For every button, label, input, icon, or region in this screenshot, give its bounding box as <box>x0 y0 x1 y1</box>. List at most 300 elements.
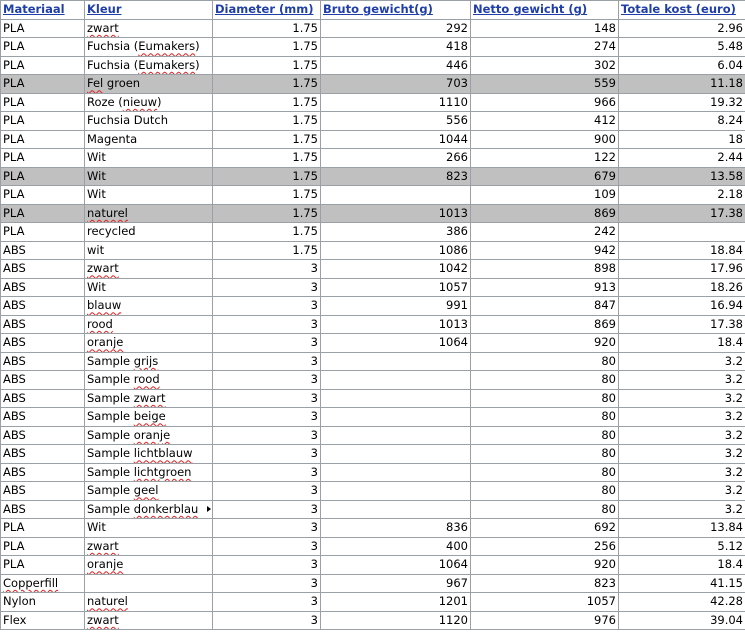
cell-bruto-gewicht-value: 556 <box>446 113 468 128</box>
cell-totale-kost[interactable] <box>619 75 745 94</box>
cell-materiaal-value: ABS <box>3 279 26 294</box>
cell-diameter[interactable] <box>213 204 321 223</box>
cell-totale-kost-value: 3.2 <box>724 427 743 442</box>
cell-kleur[interactable] <box>85 537 213 556</box>
cell-bruto-gewicht[interactable] <box>321 278 471 297</box>
cell-netto-gewicht[interactable] <box>471 223 619 242</box>
cell-materiaal[interactable] <box>1 500 85 519</box>
cell-materiaal[interactable] <box>1 167 85 186</box>
cell-netto-gewicht-value: 942 <box>594 242 616 257</box>
cell-diameter[interactable] <box>213 278 321 297</box>
table-row <box>1 56 745 75</box>
cell-materiaal-value: ABS <box>3 409 26 424</box>
cell-bruto-gewicht[interactable] <box>321 445 471 464</box>
cell-diameter[interactable] <box>213 260 321 279</box>
table-row <box>1 463 745 482</box>
cell-netto-gewicht-value: 976 <box>594 612 616 627</box>
table-row <box>1 445 745 464</box>
cell-kleur[interactable] <box>85 352 213 371</box>
cell-totale-kost[interactable] <box>619 93 745 112</box>
cell-netto-gewicht[interactable] <box>471 574 619 593</box>
table-row <box>1 93 745 112</box>
cell-diameter[interactable] <box>213 482 321 501</box>
cell-materiaal[interactable] <box>1 223 85 242</box>
cell-bruto-gewicht[interactable] <box>321 426 471 445</box>
cell-netto-gewicht[interactable] <box>471 371 619 390</box>
cell-kleur[interactable] <box>85 574 213 593</box>
cell-bruto-gewicht[interactable] <box>321 334 471 353</box>
cell-netto-gewicht[interactable] <box>471 389 619 408</box>
cell-kleur[interactable] <box>85 130 213 149</box>
cell-bruto-gewicht[interactable] <box>321 611 471 630</box>
cell-diameter-value: 1.75 <box>292 131 318 146</box>
cell-kleur[interactable] <box>85 297 213 316</box>
cell-bruto-gewicht[interactable] <box>321 149 471 168</box>
cell-diameter-value: 3 <box>310 353 318 368</box>
cell-diameter[interactable] <box>213 426 321 445</box>
cell-materiaal[interactable] <box>1 408 85 427</box>
cell-kleur[interactable] <box>85 408 213 427</box>
cell-bruto-gewicht[interactable] <box>321 112 471 131</box>
cell-materiaal[interactable] <box>1 186 85 205</box>
cell-diameter[interactable] <box>213 241 321 260</box>
cell-kleur[interactable] <box>85 556 213 575</box>
cell-kleur[interactable] <box>85 19 213 38</box>
cell-totale-kost[interactable] <box>619 56 745 75</box>
cell-diameter[interactable] <box>213 519 321 538</box>
cell-diameter-value: 1.75 <box>292 94 318 109</box>
cell-diameter-value: 3 <box>310 279 318 294</box>
cell-materiaal[interactable] <box>1 315 85 334</box>
cell-totale-kost[interactable] <box>619 371 745 390</box>
cell-totale-kost-value: 13.84 <box>710 520 743 535</box>
cell-diameter[interactable] <box>213 38 321 57</box>
cell-netto-gewicht[interactable] <box>471 519 619 538</box>
cell-kleur[interactable] <box>85 223 213 242</box>
cell-materiaal[interactable] <box>1 463 85 482</box>
cell-materiaal-value: ABS <box>3 261 26 276</box>
cell-kleur[interactable] <box>85 500 213 519</box>
cell-kleur-value: Sample rood <box>87 372 160 387</box>
cell-bruto-gewicht[interactable] <box>321 297 471 316</box>
cell-diameter-value: 3 <box>310 464 318 479</box>
cell-totale-kost-value: 6.04 <box>717 57 743 72</box>
cell-totale-kost[interactable] <box>619 204 745 223</box>
table-row <box>1 38 745 57</box>
cell-kleur[interactable] <box>85 593 213 612</box>
cell-diameter-value: 3 <box>310 483 318 498</box>
cell-totale-kost[interactable] <box>619 167 745 186</box>
cell-materiaal[interactable] <box>1 426 85 445</box>
cell-netto-gewicht[interactable] <box>471 112 619 131</box>
cell-netto-gewicht[interactable] <box>471 56 619 75</box>
cell-diameter-value: 1.75 <box>292 20 318 35</box>
cell-bruto-gewicht[interactable] <box>321 223 471 242</box>
cell-diameter[interactable] <box>213 186 321 205</box>
cell-kleur[interactable] <box>85 389 213 408</box>
cell-kleur-value: Magenta <box>87 131 138 146</box>
cell-totale-kost[interactable] <box>619 463 745 482</box>
cell-diameter[interactable] <box>213 149 321 168</box>
cell-diameter[interactable] <box>213 352 321 371</box>
header-totale-kost[interactable]: Totale kost (euro) <box>619 1 745 20</box>
cell-kleur[interactable] <box>85 315 213 334</box>
cell-totale-kost[interactable] <box>619 223 745 242</box>
cell-materiaal[interactable] <box>1 241 85 260</box>
header-row <box>1 1 745 20</box>
cell-netto-gewicht[interactable] <box>471 482 619 501</box>
cell-kleur[interactable] <box>85 611 213 630</box>
cell-bruto-gewicht[interactable] <box>321 593 471 612</box>
cell-diameter[interactable] <box>213 556 321 575</box>
cell-bruto-gewicht[interactable] <box>321 463 471 482</box>
cell-materiaal-value: PLA <box>3 94 25 109</box>
cell-kleur[interactable] <box>85 149 213 168</box>
cell-bruto-gewicht[interactable] <box>321 75 471 94</box>
cell-netto-gewicht[interactable] <box>471 38 619 57</box>
cell-bruto-gewicht[interactable] <box>321 93 471 112</box>
cell-materiaal-value: ABS <box>3 298 26 313</box>
cell-netto-gewicht[interactable] <box>471 352 619 371</box>
cell-totale-kost-value: 3.2 <box>724 409 743 424</box>
cell-totale-kost[interactable] <box>619 352 745 371</box>
cell-materiaal[interactable] <box>1 38 85 57</box>
cell-totale-kost[interactable] <box>619 426 745 445</box>
cell-materiaal[interactable] <box>1 371 85 390</box>
cell-diameter[interactable] <box>213 223 321 242</box>
cell-materiaal[interactable] <box>1 297 85 316</box>
cell-netto-gewicht[interactable] <box>471 167 619 186</box>
cell-materiaal-value: ABS <box>3 242 26 257</box>
cell-diameter[interactable] <box>213 112 321 131</box>
cell-totale-kost[interactable] <box>619 149 745 168</box>
cell-netto-gewicht[interactable] <box>471 426 619 445</box>
cell-bruto-gewicht[interactable] <box>321 315 471 334</box>
cell-netto-gewicht[interactable] <box>471 149 619 168</box>
cell-bruto-gewicht-value: 386 <box>446 224 468 239</box>
cell-totale-kost[interactable] <box>619 334 745 353</box>
cell-netto-gewicht[interactable] <box>471 130 619 149</box>
cell-materiaal-value: Nylon <box>3 594 36 609</box>
cell-totale-kost[interactable] <box>619 500 745 519</box>
cell-materiaal-value: PLA <box>3 520 25 535</box>
table-row <box>1 556 745 575</box>
cell-netto-gewicht[interactable] <box>471 204 619 223</box>
cell-totale-kost[interactable] <box>619 445 745 464</box>
cell-materiaal[interactable] <box>1 482 85 501</box>
cell-diameter[interactable] <box>213 75 321 94</box>
cell-diameter[interactable] <box>213 463 321 482</box>
cell-netto-gewicht[interactable] <box>471 278 619 297</box>
cell-totale-kost[interactable] <box>619 556 745 575</box>
cell-kleur-value: Sample lichtblauw <box>87 446 193 461</box>
cell-bruto-gewicht[interactable] <box>321 19 471 38</box>
cell-materiaal-value: ABS <box>3 335 26 350</box>
cell-netto-gewicht[interactable] <box>471 463 619 482</box>
header-diameter[interactable]: Diameter (mm) <box>213 1 321 20</box>
cell-diameter[interactable] <box>213 408 321 427</box>
cell-diameter-value: 3 <box>310 390 318 405</box>
cell-netto-gewicht-value: 80 <box>601 409 616 424</box>
cell-netto-gewicht[interactable] <box>471 241 619 260</box>
cell-kleur[interactable] <box>85 93 213 112</box>
header-kleur[interactable]: Kleur <box>85 1 213 20</box>
cell-kleur-value: Sample donkerblau <box>87 501 199 516</box>
cell-bruto-gewicht[interactable] <box>321 500 471 519</box>
cell-bruto-gewicht[interactable] <box>321 186 471 205</box>
cell-materiaal[interactable] <box>1 19 85 38</box>
cell-totale-kost[interactable] <box>619 186 745 205</box>
cell-materiaal[interactable] <box>1 93 85 112</box>
cell-totale-kost[interactable] <box>619 537 745 556</box>
cell-kleur-value: Wit <box>87 187 106 202</box>
cell-totale-kost-value: 42.28 <box>710 594 743 609</box>
cell-netto-gewicht[interactable] <box>471 186 619 205</box>
table-row <box>1 204 745 223</box>
cell-materiaal[interactable] <box>1 556 85 575</box>
cell-kleur[interactable] <box>85 278 213 297</box>
cell-totale-kost[interactable] <box>619 19 745 38</box>
cell-totale-kost[interactable] <box>619 482 745 501</box>
cell-kleur-value: Wit <box>87 150 106 165</box>
cell-totale-kost-value: 11.18 <box>710 76 743 91</box>
cell-bruto-gewicht-value: 1064 <box>438 557 468 572</box>
cell-materiaal[interactable] <box>1 130 85 149</box>
cell-bruto-gewicht[interactable] <box>321 371 471 390</box>
cell-bruto-gewicht[interactable] <box>321 519 471 538</box>
cell-kleur-value: oranje <box>87 335 124 350</box>
cell-diameter[interactable] <box>213 537 321 556</box>
cell-kleur[interactable] <box>85 38 213 57</box>
cell-totale-kost-value: 3.2 <box>724 446 743 461</box>
cell-totale-kost[interactable] <box>619 408 745 427</box>
cell-diameter[interactable] <box>213 19 321 38</box>
cell-netto-gewicht[interactable] <box>471 260 619 279</box>
cell-kleur[interactable] <box>85 482 213 501</box>
cell-diameter[interactable] <box>213 500 321 519</box>
cell-diameter[interactable] <box>213 389 321 408</box>
cell-totale-kost-value: 39.04 <box>710 612 743 627</box>
cell-materiaal-value: PLA <box>3 224 25 239</box>
cell-bruto-gewicht[interactable] <box>321 352 471 371</box>
cell-materiaal-value: ABS <box>3 501 26 516</box>
cell-kleur-value: Fel groen <box>87 76 141 91</box>
table-row <box>1 149 745 168</box>
cell-bruto-gewicht[interactable] <box>321 167 471 186</box>
cell-totale-kost[interactable] <box>619 574 745 593</box>
cell-materiaal[interactable] <box>1 260 85 279</box>
cell-kleur[interactable] <box>85 56 213 75</box>
cell-kleur[interactable] <box>85 371 213 390</box>
cell-totale-kost[interactable] <box>619 519 745 538</box>
cell-bruto-gewicht[interactable] <box>321 241 471 260</box>
cell-totale-kost-value: 19.32 <box>710 94 743 109</box>
cell-netto-gewicht[interactable] <box>471 19 619 38</box>
cell-totale-kost-value: 3.2 <box>724 483 743 498</box>
cell-bruto-gewicht-value: 1086 <box>438 242 468 257</box>
table-row <box>1 371 745 390</box>
cell-diameter[interactable] <box>213 130 321 149</box>
cell-kleur[interactable] <box>85 112 213 131</box>
cell-materiaal[interactable] <box>1 352 85 371</box>
cell-totale-kost[interactable] <box>619 297 745 316</box>
cell-totale-kost[interactable] <box>619 389 745 408</box>
cell-kleur-value: blauw <box>87 298 122 313</box>
table-row <box>1 500 745 519</box>
cell-bruto-gewicht[interactable] <box>321 38 471 57</box>
cell-bruto-gewicht[interactable] <box>321 556 471 575</box>
header-netto-gewicht[interactable]: Netto gewicht (g) <box>471 1 619 20</box>
cell-bruto-gewicht-value: 967 <box>446 575 468 590</box>
cell-kleur[interactable] <box>85 167 213 186</box>
cell-bruto-gewicht-value: 1013 <box>438 205 468 220</box>
cell-kleur[interactable] <box>85 445 213 464</box>
cell-netto-gewicht[interactable] <box>471 445 619 464</box>
cell-materiaal[interactable] <box>1 278 85 297</box>
cell-totale-kost-value: 3.2 <box>724 372 743 387</box>
cell-materiaal[interactable] <box>1 56 85 75</box>
cell-kleur[interactable] <box>85 260 213 279</box>
cell-totale-kost-value: 18.4 <box>717 335 743 350</box>
cell-kleur-value: Sample oranje <box>87 427 171 442</box>
cell-materiaal-value: ABS <box>3 372 26 387</box>
cell-kleur-value: oranje <box>87 557 124 572</box>
cell-netto-gewicht-value: 148 <box>594 20 616 35</box>
cell-netto-gewicht[interactable] <box>471 334 619 353</box>
cell-bruto-gewicht-value: 1201 <box>438 594 468 609</box>
cell-totale-kost[interactable] <box>619 241 745 260</box>
cell-totale-kost[interactable] <box>619 38 745 57</box>
cell-diameter-value: 3 <box>310 409 318 424</box>
cell-netto-gewicht-value: 80 <box>601 483 616 498</box>
cell-netto-gewicht[interactable] <box>471 75 619 94</box>
cell-materiaal[interactable] <box>1 204 85 223</box>
cell-diameter[interactable] <box>213 56 321 75</box>
cell-bruto-gewicht[interactable] <box>321 408 471 427</box>
table-row <box>1 167 745 186</box>
cell-netto-gewicht[interactable] <box>471 556 619 575</box>
cell-materiaal-value: PLA <box>3 39 25 54</box>
cell-kleur[interactable] <box>85 186 213 205</box>
cell-materiaal[interactable] <box>1 537 85 556</box>
table-row <box>1 482 745 501</box>
cell-kleur-value: Wit <box>87 279 106 294</box>
cell-materiaal[interactable] <box>1 75 85 94</box>
cell-diameter[interactable] <box>213 371 321 390</box>
cell-diameter[interactable] <box>213 93 321 112</box>
cell-materiaal-value: PLA <box>3 150 25 165</box>
cell-materiaal-value: PLA <box>3 538 25 553</box>
cell-totale-kost[interactable] <box>619 315 745 334</box>
cell-netto-gewicht[interactable] <box>471 315 619 334</box>
cell-materiaal[interactable] <box>1 574 85 593</box>
cell-kleur[interactable] <box>85 75 213 94</box>
cell-kleur[interactable] <box>85 241 213 260</box>
cell-netto-gewicht-value: 80 <box>601 353 616 368</box>
cell-materiaal[interactable] <box>1 149 85 168</box>
cell-materiaal[interactable] <box>1 445 85 464</box>
cell-totale-kost[interactable] <box>619 112 745 131</box>
cell-bruto-gewicht[interactable] <box>321 260 471 279</box>
cell-diameter-value: 3 <box>310 538 318 553</box>
cell-diameter[interactable] <box>213 167 321 186</box>
cell-kleur[interactable] <box>85 463 213 482</box>
cell-netto-gewicht[interactable] <box>471 500 619 519</box>
cell-netto-gewicht-value: 559 <box>594 76 616 91</box>
cell-bruto-gewicht[interactable] <box>321 574 471 593</box>
cell-kleur-value: naturel <box>87 205 128 220</box>
cell-bruto-gewicht-value: 400 <box>446 538 468 553</box>
cell-materiaal[interactable] <box>1 389 85 408</box>
cell-netto-gewicht[interactable] <box>471 297 619 316</box>
cell-materiaal[interactable] <box>1 334 85 353</box>
cell-materiaal[interactable] <box>1 611 85 630</box>
cell-totale-kost[interactable] <box>619 593 745 612</box>
cell-totale-kost-value: 18.4 <box>717 557 743 572</box>
cell-diameter[interactable] <box>213 334 321 353</box>
cell-diameter-value: 1.75 <box>292 224 318 239</box>
cell-netto-gewicht[interactable] <box>471 611 619 630</box>
cell-materiaal[interactable] <box>1 519 85 538</box>
table-row <box>1 426 745 445</box>
cell-totale-kost[interactable] <box>619 130 745 149</box>
cell-diameter[interactable] <box>213 611 321 630</box>
cell-kleur-value: Sample geel <box>87 483 159 498</box>
cell-diameter[interactable] <box>213 315 321 334</box>
cell-kleur[interactable] <box>85 519 213 538</box>
cell-totale-kost-value: 3.2 <box>724 464 743 479</box>
cell-materiaal-value: PLA <box>3 57 25 72</box>
cell-diameter[interactable] <box>213 297 321 316</box>
cell-bruto-gewicht[interactable] <box>321 204 471 223</box>
cell-diameter-value: 3 <box>310 520 318 535</box>
cell-bruto-gewicht-value: 823 <box>446 168 468 183</box>
cell-diameter-value: 1.75 <box>292 150 318 165</box>
cell-netto-gewicht[interactable] <box>471 93 619 112</box>
table-row <box>1 408 745 427</box>
cell-materiaal-value: ABS <box>3 446 26 461</box>
cell-diameter[interactable] <box>213 574 321 593</box>
cell-totale-kost[interactable] <box>619 260 745 279</box>
cell-totale-kost[interactable] <box>619 278 745 297</box>
cell-diameter[interactable] <box>213 445 321 464</box>
cell-materiaal[interactable] <box>1 593 85 612</box>
cell-netto-gewicht-value: 122 <box>594 150 616 165</box>
cell-bruto-gewicht[interactable] <box>321 389 471 408</box>
cell-kleur-value: zwart <box>87 20 119 35</box>
cell-kleur[interactable] <box>85 334 213 353</box>
cell-materiaal[interactable] <box>1 112 85 131</box>
cell-totale-kost[interactable] <box>619 611 745 630</box>
cell-netto-gewicht[interactable] <box>471 593 619 612</box>
cell-netto-gewicht[interactable] <box>471 408 619 427</box>
header-bruto-gewicht[interactable]: Bruto gewicht(g) <box>321 1 471 20</box>
cell-bruto-gewicht[interactable] <box>321 56 471 75</box>
cell-netto-gewicht-value: 898 <box>594 261 616 276</box>
cell-bruto-gewicht[interactable] <box>321 482 471 501</box>
cell-diameter[interactable] <box>213 593 321 612</box>
cell-bruto-gewicht[interactable] <box>321 537 471 556</box>
header-materiaal[interactable]: Materiaal <box>1 1 85 20</box>
cell-totale-kost-value: 18 <box>728 131 743 146</box>
cell-materiaal-value: PLA <box>3 187 25 202</box>
cell-bruto-gewicht[interactable] <box>321 130 471 149</box>
cell-bruto-gewicht-value: 1013 <box>438 316 468 331</box>
table-row <box>1 389 745 408</box>
cell-netto-gewicht[interactable] <box>471 537 619 556</box>
cell-kleur[interactable] <box>85 204 213 223</box>
cell-kleur[interactable] <box>85 426 213 445</box>
